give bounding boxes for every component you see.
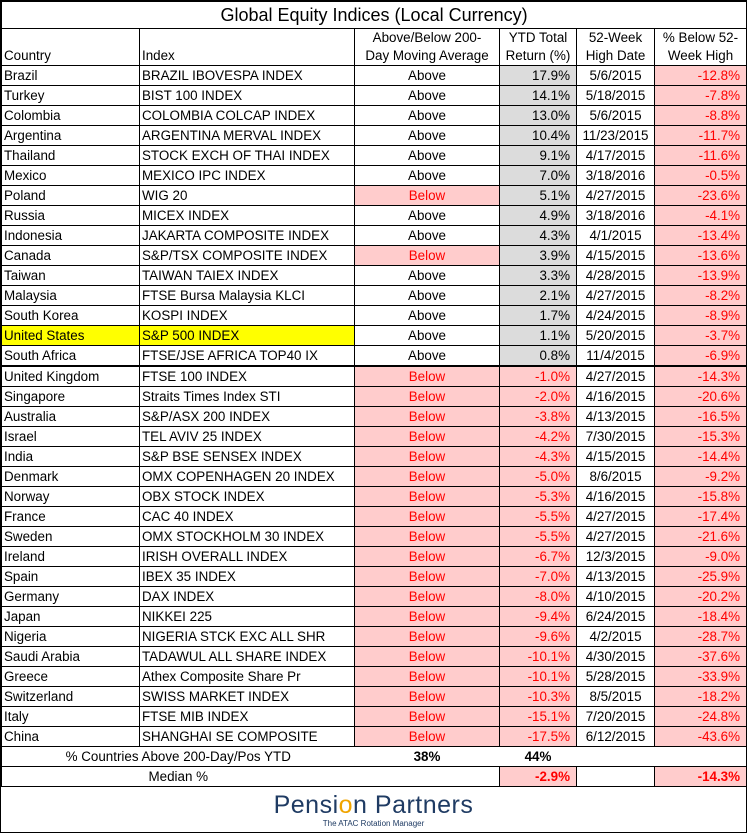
table-row bbox=[2, 286, 747, 306]
cell-high-date: 4/28/2015 bbox=[577, 266, 655, 286]
cell-index: BRAZIL IBOVESPA INDEX bbox=[140, 66, 355, 86]
table-row bbox=[2, 607, 747, 627]
cell-below-high: -11.6% bbox=[655, 146, 747, 166]
cell-index: FTSE 100 INDEX bbox=[140, 366, 355, 387]
cell-index: TADAWUL ALL SHARE INDEX bbox=[140, 647, 355, 667]
cell-country: South Africa bbox=[2, 346, 140, 367]
cell-ytd: 3.3% bbox=[500, 266, 577, 286]
cell-country: China bbox=[2, 727, 140, 747]
table-row bbox=[2, 306, 747, 326]
cell-below-high: -37.6% bbox=[655, 647, 747, 667]
cell-index: FTSE/JSE AFRICA TOP40 IX bbox=[140, 346, 355, 367]
table-row bbox=[2, 687, 747, 707]
cell-country: South Korea bbox=[2, 306, 140, 326]
cell-ytd: -9.6% bbox=[500, 627, 577, 647]
table-row bbox=[2, 647, 747, 667]
cell-below-high: -9.0% bbox=[655, 547, 747, 567]
table-row bbox=[2, 246, 747, 266]
table-row bbox=[2, 527, 747, 547]
cell-country: France bbox=[2, 507, 140, 527]
cell-high-date: 5/6/2015 bbox=[577, 66, 655, 86]
cell-below-high: -8.8% bbox=[655, 106, 747, 126]
cell-index: S&P/ASX 200 INDEX bbox=[140, 407, 355, 427]
cell-ytd: -1.0% bbox=[500, 366, 577, 387]
cell-index: S&P 500 INDEX bbox=[140, 326, 355, 346]
header-ma-line1: Above/Below 200- bbox=[355, 29, 500, 48]
cell-high-date: 7/20/2015 bbox=[577, 707, 655, 727]
cell-ytd: 17.9% bbox=[500, 66, 577, 86]
cell-high-date: 4/13/2015 bbox=[577, 567, 655, 587]
cell-ma: Above bbox=[355, 346, 500, 367]
cell-index: FTSE MIB INDEX bbox=[140, 707, 355, 727]
cell-ma: Below bbox=[355, 627, 500, 647]
cell-ma: Below bbox=[355, 667, 500, 687]
cell-high-date: 6/24/2015 bbox=[577, 607, 655, 627]
cell-ma: Below bbox=[355, 246, 500, 266]
cell-index: SWISS MARKET INDEX bbox=[140, 687, 355, 707]
cell-ma: Above bbox=[355, 286, 500, 306]
cell-high-date: 4/27/2015 bbox=[577, 527, 655, 547]
cell-country: Denmark bbox=[2, 467, 140, 487]
cell-below-high: -15.8% bbox=[655, 487, 747, 507]
cell-index: ARGENTINA MERVAL INDEX bbox=[140, 126, 355, 146]
cell-high-date: 4/13/2015 bbox=[577, 407, 655, 427]
cell-index: KOSPI INDEX bbox=[140, 306, 355, 326]
cell-ma: Above bbox=[355, 166, 500, 186]
cell-country: Indonesia bbox=[2, 226, 140, 246]
cell-high-date: 4/16/2015 bbox=[577, 487, 655, 507]
cell-high-date: 12/3/2015 bbox=[577, 547, 655, 567]
cell-index: DAX INDEX bbox=[140, 587, 355, 607]
cell-below-high: -20.2% bbox=[655, 587, 747, 607]
cell-below-high: -16.5% bbox=[655, 407, 747, 427]
cell-high-date: 4/27/2015 bbox=[577, 186, 655, 206]
indices-table bbox=[1, 1, 747, 787]
header-index: Index bbox=[140, 29, 355, 66]
cell-index: OMX COPENHAGEN 20 INDEX bbox=[140, 467, 355, 487]
cell-country: Poland bbox=[2, 186, 140, 206]
cell-ytd: 7.0% bbox=[500, 166, 577, 186]
table-row bbox=[2, 547, 747, 567]
logo-tagline: The ATAC Rotation Manager bbox=[322, 819, 425, 828]
cell-country: Russia bbox=[2, 206, 140, 226]
cell-country: Sweden bbox=[2, 527, 140, 547]
cell-index: OMX STOCKHOLM 30 INDEX bbox=[140, 527, 355, 547]
cell-index: Athex Composite Share Pr bbox=[140, 667, 355, 687]
cell-ytd: -5.5% bbox=[500, 527, 577, 547]
table-row bbox=[2, 226, 747, 246]
cell-country: Australia bbox=[2, 407, 140, 427]
header-ytd-line2: Return (%) bbox=[500, 47, 577, 66]
cell-index: COLOMBIA COLCAP INDEX bbox=[140, 106, 355, 126]
cell-index: NIGERIA STCK EXC ALL SHR bbox=[140, 627, 355, 647]
cell-ytd: -15.1% bbox=[500, 707, 577, 727]
cell-below-high: -0.5% bbox=[655, 166, 747, 186]
cell-below-high: -8.9% bbox=[655, 306, 747, 326]
cell-country: India bbox=[2, 447, 140, 467]
header-ma-line2: Day Moving Average bbox=[355, 47, 500, 66]
cell-ytd: 4.3% bbox=[500, 226, 577, 246]
header-country: Country bbox=[2, 29, 140, 66]
cell-index: CAC 40 INDEX bbox=[140, 507, 355, 527]
table-row bbox=[2, 447, 747, 467]
cell-ytd: -7.0% bbox=[500, 567, 577, 587]
cell-ytd: 2.1% bbox=[500, 286, 577, 306]
cell-ma: Above bbox=[355, 306, 500, 326]
table-row bbox=[2, 126, 747, 146]
cell-ytd: 1.1% bbox=[500, 326, 577, 346]
cell-high-date: 3/18/2016 bbox=[577, 206, 655, 226]
cell-ytd: 13.0% bbox=[500, 106, 577, 126]
cell-high-date: 4/15/2015 bbox=[577, 447, 655, 467]
cell-ytd: 10.4% bbox=[500, 126, 577, 146]
table-row bbox=[2, 727, 747, 747]
cell-below-high: -14.3% bbox=[655, 366, 747, 387]
table-row bbox=[2, 707, 747, 727]
cell-high-date: 11/23/2015 bbox=[577, 126, 655, 146]
cell-high-date: 6/12/2015 bbox=[577, 727, 655, 747]
cell-below-high: -14.4% bbox=[655, 447, 747, 467]
cell-high-date: 4/17/2015 bbox=[577, 146, 655, 166]
cell-ytd: 5.1% bbox=[500, 186, 577, 206]
header-high-line1: 52-Week bbox=[577, 29, 655, 48]
cell-ma: Below bbox=[355, 487, 500, 507]
cell-ma: Below bbox=[355, 507, 500, 527]
cell-index: IRISH OVERALL INDEX bbox=[140, 547, 355, 567]
table-row bbox=[2, 567, 747, 587]
cell-ytd: -10.3% bbox=[500, 687, 577, 707]
cell-high-date: 8/5/2015 bbox=[577, 687, 655, 707]
cell-ma: Above bbox=[355, 266, 500, 286]
cell-country: United States bbox=[2, 326, 140, 346]
cell-below-high: -6.9% bbox=[655, 346, 747, 367]
cell-ma: Below bbox=[355, 366, 500, 387]
cell-ytd: -5.3% bbox=[500, 487, 577, 507]
cell-below-high: -17.4% bbox=[655, 507, 747, 527]
cell-country: Saudi Arabia bbox=[2, 647, 140, 667]
cell-ytd: -10.1% bbox=[500, 647, 577, 667]
summary-pct-ma: 38% bbox=[355, 747, 500, 767]
cell-high-date: 4/16/2015 bbox=[577, 387, 655, 407]
cell-below-high: -12.8% bbox=[655, 66, 747, 86]
cell-below-high: -33.9% bbox=[655, 667, 747, 687]
table-row bbox=[2, 407, 747, 427]
cell-ma: Below bbox=[355, 687, 500, 707]
cell-below-high: -24.8% bbox=[655, 707, 747, 727]
cell-index: NIKKEI 225 bbox=[140, 607, 355, 627]
table-row bbox=[2, 467, 747, 487]
cell-country: Colombia bbox=[2, 106, 140, 126]
cell-country: Switzerland bbox=[2, 687, 140, 707]
cell-ma: Below bbox=[355, 427, 500, 447]
cell-ma: Below bbox=[355, 547, 500, 567]
summary-median-ytd: -2.9% bbox=[500, 767, 577, 787]
cell-index: STOCK EXCH OF THAI INDEX bbox=[140, 146, 355, 166]
table-row bbox=[2, 106, 747, 126]
cell-below-high: -15.3% bbox=[655, 427, 747, 447]
cell-index: TEL AVIV 25 INDEX bbox=[140, 427, 355, 447]
cell-ytd: -8.0% bbox=[500, 587, 577, 607]
cell-country: United Kingdom bbox=[2, 366, 140, 387]
cell-below-high: -23.6% bbox=[655, 186, 747, 206]
cell-index: FTSE Bursa Malaysia KLCI bbox=[140, 286, 355, 306]
cell-index: TAIWAN TAIEX INDEX bbox=[140, 266, 355, 286]
cell-country: Greece bbox=[2, 667, 140, 687]
summary-pct-label: % Countries Above 200-Day/Pos YTD bbox=[2, 747, 355, 767]
cell-below-high: -13.9% bbox=[655, 266, 747, 286]
cell-country: Nigeria bbox=[2, 627, 140, 647]
cell-ytd: 0.8% bbox=[500, 346, 577, 367]
table-row bbox=[2, 366, 747, 387]
cell-ytd: -5.5% bbox=[500, 507, 577, 527]
table-row bbox=[2, 346, 747, 367]
cell-country: Mexico bbox=[2, 166, 140, 186]
cell-below-high: -18.2% bbox=[655, 687, 747, 707]
table-row bbox=[2, 86, 747, 106]
cell-country: Norway bbox=[2, 487, 140, 507]
cell-high-date: 4/27/2015 bbox=[577, 507, 655, 527]
cell-high-date: 4/2/2015 bbox=[577, 627, 655, 647]
cell-index: OBX STOCK INDEX bbox=[140, 487, 355, 507]
pension-partners-logo bbox=[1, 791, 746, 832]
cell-ma: Below bbox=[355, 407, 500, 427]
cell-ma: Above bbox=[355, 126, 500, 146]
cell-ma: Below bbox=[355, 607, 500, 627]
cell-high-date: 4/27/2015 bbox=[577, 366, 655, 387]
header-below-line1: % Below 52- bbox=[655, 29, 747, 48]
cell-country: Spain bbox=[2, 567, 140, 587]
table-row bbox=[2, 487, 747, 507]
cell-below-high: -43.6% bbox=[655, 727, 747, 747]
cell-below-high: -25.9% bbox=[655, 567, 747, 587]
cell-ytd: 1.7% bbox=[500, 306, 577, 326]
cell-index: S&P BSE SENSEX INDEX bbox=[140, 447, 355, 467]
table-row bbox=[2, 326, 747, 346]
cell-high-date: 5/20/2015 bbox=[577, 326, 655, 346]
cell-ma: Below bbox=[355, 447, 500, 467]
cell-ytd: -6.7% bbox=[500, 547, 577, 567]
cell-index: WIG 20 bbox=[140, 186, 355, 206]
cell-ytd: -10.1% bbox=[500, 667, 577, 687]
cell-ma: Above bbox=[355, 86, 500, 106]
cell-ma: Above bbox=[355, 106, 500, 126]
cell-high-date: 3/18/2016 bbox=[577, 166, 655, 186]
summary-pct-ytd: 44% bbox=[500, 747, 577, 767]
cell-country: Argentina bbox=[2, 126, 140, 146]
cell-below-high: -7.8% bbox=[655, 86, 747, 106]
cell-ma: Above bbox=[355, 146, 500, 166]
cell-ma: Above bbox=[355, 66, 500, 86]
cell-ytd: -4.2% bbox=[500, 427, 577, 447]
cell-ma: Above bbox=[355, 326, 500, 346]
cell-ma: Below bbox=[355, 467, 500, 487]
cell-high-date: 7/30/2015 bbox=[577, 427, 655, 447]
cell-country: Singapore bbox=[2, 387, 140, 407]
cell-ytd: -4.3% bbox=[500, 447, 577, 467]
cell-country: Italy bbox=[2, 707, 140, 727]
cell-index: JAKARTA COMPOSITE INDEX bbox=[140, 226, 355, 246]
cell-below-high: -13.4% bbox=[655, 226, 747, 246]
cell-index: Straits Times Index STI bbox=[140, 387, 355, 407]
cell-ytd: -5.0% bbox=[500, 467, 577, 487]
cell-ytd: -17.5% bbox=[500, 727, 577, 747]
cell-index: SHANGHAI SE COMPOSITE bbox=[140, 727, 355, 747]
header-below-line2: Week High bbox=[655, 47, 747, 66]
cell-high-date: 4/15/2015 bbox=[577, 246, 655, 266]
cell-country: Taiwan bbox=[2, 266, 140, 286]
cell-index: MEXICO IPC INDEX bbox=[140, 166, 355, 186]
cell-ytd: 3.9% bbox=[500, 246, 577, 266]
summary-median-below: -14.3% bbox=[655, 767, 747, 787]
table-row bbox=[2, 166, 747, 186]
cell-below-high: -4.1% bbox=[655, 206, 747, 226]
cell-ma: Below bbox=[355, 567, 500, 587]
header-high-line2: High Date bbox=[577, 47, 655, 66]
cell-below-high: -9.2% bbox=[655, 467, 747, 487]
cell-ytd: -2.0% bbox=[500, 387, 577, 407]
table-row bbox=[2, 507, 747, 527]
cell-high-date: 4/1/2015 bbox=[577, 226, 655, 246]
cell-below-high: -8.2% bbox=[655, 286, 747, 306]
cell-below-high: -20.6% bbox=[655, 387, 747, 407]
cell-ytd: 14.1% bbox=[500, 86, 577, 106]
cell-country: Canada bbox=[2, 246, 140, 266]
cell-below-high: -13.6% bbox=[655, 246, 747, 266]
cell-ytd: -9.4% bbox=[500, 607, 577, 627]
cell-below-high: -11.7% bbox=[655, 126, 747, 146]
cell-country: Brazil bbox=[2, 66, 140, 86]
table-row bbox=[2, 206, 747, 226]
table-row bbox=[2, 266, 747, 286]
cell-index: BIST 100 INDEX bbox=[140, 86, 355, 106]
cell-below-high: -28.7% bbox=[655, 627, 747, 647]
cell-ma: Below bbox=[355, 587, 500, 607]
cell-below-high: -21.6% bbox=[655, 527, 747, 547]
cell-high-date: 5/6/2015 bbox=[577, 106, 655, 126]
cell-country: Thailand bbox=[2, 146, 140, 166]
cell-ma: Below bbox=[355, 527, 500, 547]
cell-index: MICEX INDEX bbox=[140, 206, 355, 226]
cell-below-high: -3.7% bbox=[655, 326, 747, 346]
table-row bbox=[2, 427, 747, 447]
cell-high-date: 4/24/2015 bbox=[577, 306, 655, 326]
table-row bbox=[2, 66, 747, 86]
cell-below-high: -18.4% bbox=[655, 607, 747, 627]
cell-country: Japan bbox=[2, 607, 140, 627]
cell-high-date: 8/6/2015 bbox=[577, 467, 655, 487]
cell-ma: Below bbox=[355, 647, 500, 667]
cell-high-date: 11/4/2015 bbox=[577, 346, 655, 367]
table-row bbox=[2, 186, 747, 206]
cell-country: Israel bbox=[2, 427, 140, 447]
cell-ma: Above bbox=[355, 206, 500, 226]
cell-high-date: 5/18/2015 bbox=[577, 86, 655, 106]
cell-high-date: 4/27/2015 bbox=[577, 286, 655, 306]
cell-high-date: 5/28/2015 bbox=[577, 667, 655, 687]
cell-ma: Below bbox=[355, 707, 500, 727]
table-row bbox=[2, 587, 747, 607]
cell-ma: Below bbox=[355, 387, 500, 407]
table-title: Global Equity Indices (Local Currency) bbox=[2, 2, 747, 29]
cell-country: Germany bbox=[2, 587, 140, 607]
cell-high-date: 4/10/2015 bbox=[577, 587, 655, 607]
summary-median-label: Median % bbox=[2, 767, 355, 787]
table-row bbox=[2, 146, 747, 166]
cell-country: Ireland bbox=[2, 547, 140, 567]
cell-ytd: -3.8% bbox=[500, 407, 577, 427]
cell-index: IBEX 35 INDEX bbox=[140, 567, 355, 587]
cell-ytd: 4.9% bbox=[500, 206, 577, 226]
table-row bbox=[2, 627, 747, 647]
table-row bbox=[2, 667, 747, 687]
table-row bbox=[2, 387, 747, 407]
cell-ma: Below bbox=[355, 186, 500, 206]
header-ytd-line1: YTD Total bbox=[500, 29, 577, 48]
cell-high-date: 4/30/2015 bbox=[577, 647, 655, 667]
cell-index: S&P/TSX COMPOSITE INDEX bbox=[140, 246, 355, 266]
cell-ma: Below bbox=[355, 727, 500, 747]
cell-country: Turkey bbox=[2, 86, 140, 106]
cell-ma: Above bbox=[355, 226, 500, 246]
cell-ytd: 9.1% bbox=[500, 146, 577, 166]
cell-country: Malaysia bbox=[2, 286, 140, 306]
logo-name: Pension Partners bbox=[273, 791, 474, 819]
